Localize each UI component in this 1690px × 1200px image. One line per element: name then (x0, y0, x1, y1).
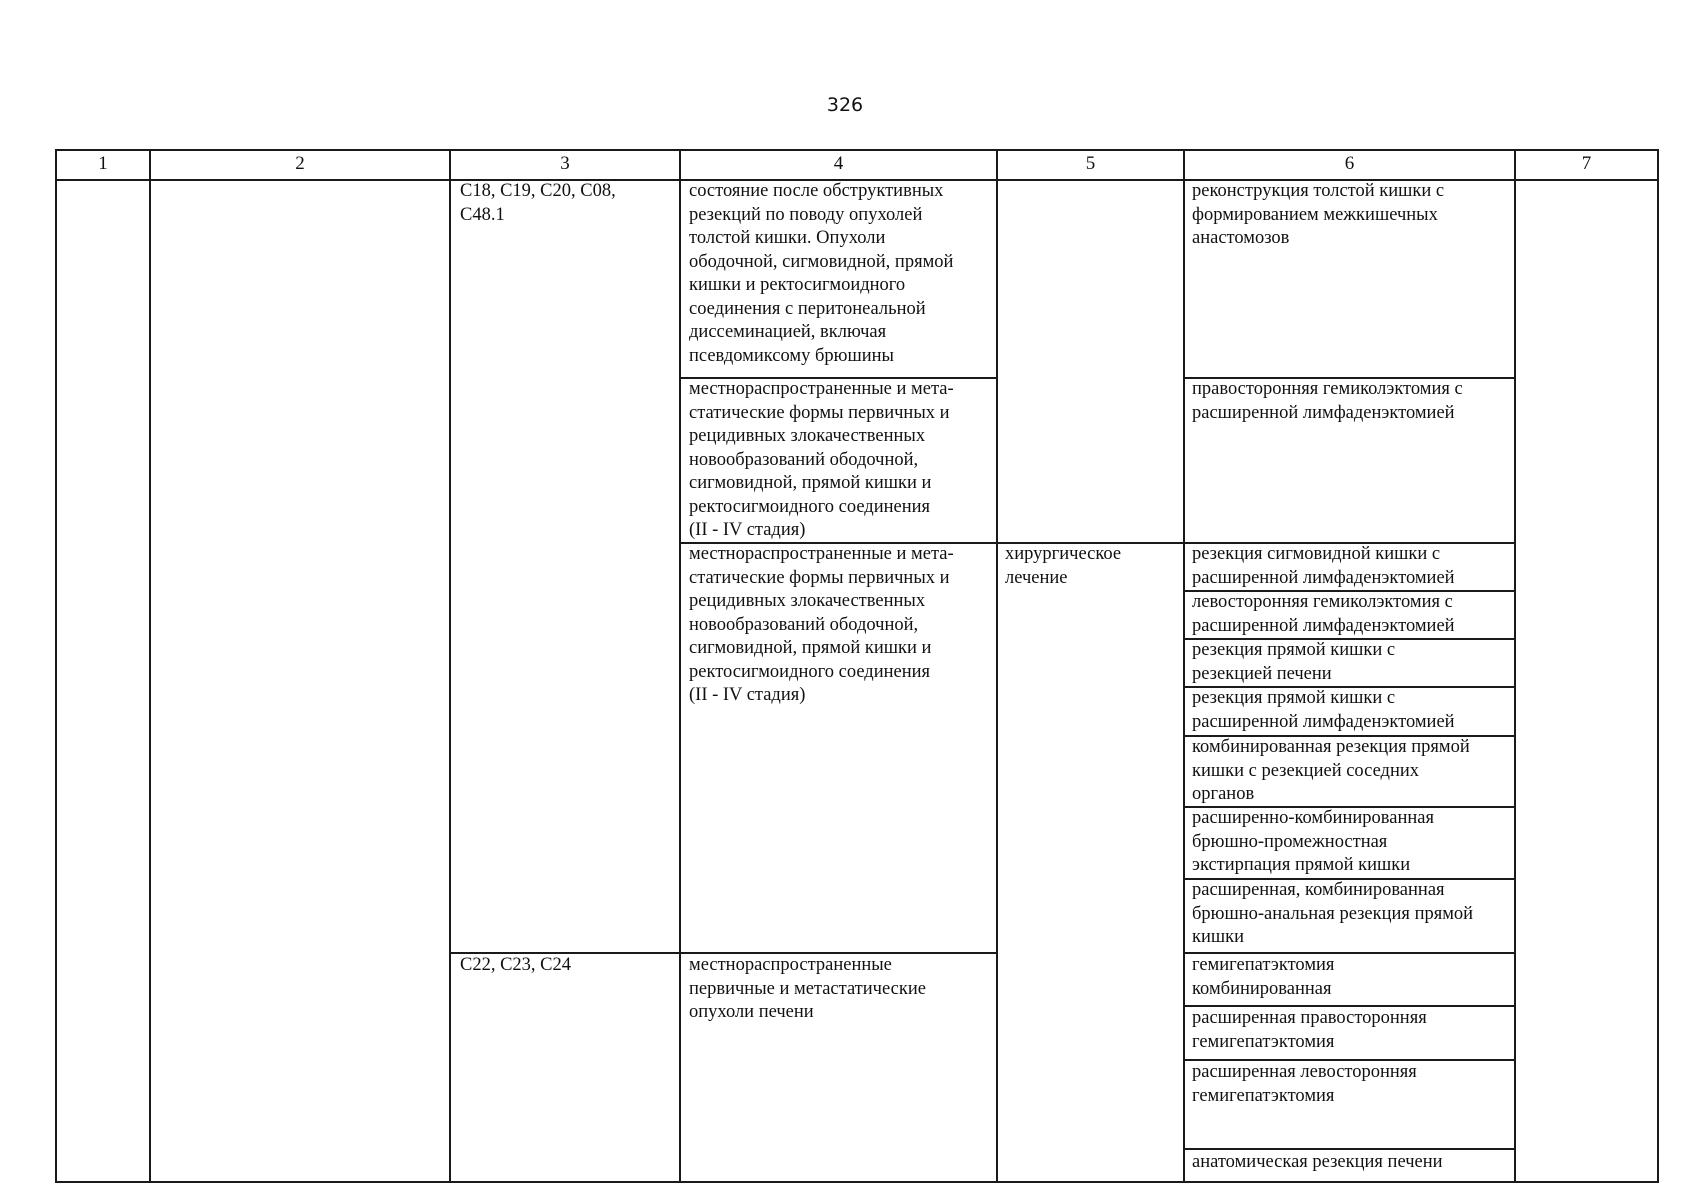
header-col-6: 6 (1344, 153, 1355, 174)
header-col-2: 2 (295, 153, 305, 174)
method-cell: расширенная правосторонняя гемигепатэктомия (1192, 1008, 1427, 1052)
treatment-type: хирургическое лечение (1005, 544, 1122, 588)
method-cell: левосторонняя гемиколэктомия с расширенной лимфаденэктомией (1192, 592, 1455, 636)
header-col-5: 5 (1085, 153, 1096, 174)
col6-divider-12 (1183, 1148, 1516, 1150)
method-cell: расширенная левосторонняя гемигепатэктомия (1192, 1062, 1417, 1106)
icd-codes-colon-rectum: C18, C19, C20, C08, C48.1 (460, 181, 616, 225)
col-line-6 (1514, 149, 1516, 1183)
method-cell: резекция сигмовидной кишки с расширенной лимфаденэктомией (1192, 544, 1455, 588)
diagnosis-cell-2: местнораспространенные и мета- статические формы первичных и рецидивных злокачественных новообразований ободочной, сигмовидной, прямой кишки и ректосигмоидного соединения (II - IV стадия) (689, 379, 954, 540)
method-cell: расширенно-комбинированная брюшно-промежностная экстирпация прямой кишки (1192, 808, 1434, 875)
header-col-4: 4 (833, 153, 844, 174)
method-cell: комбинированная резекция прямой кишки с резекцией соседних органов (1192, 737, 1470, 804)
method-cell: гемигепатэктомия комбинированная (1192, 955, 1335, 999)
header-col-3: 3 (560, 153, 570, 174)
col-line-1 (149, 149, 151, 1183)
col-line-4 (996, 149, 998, 1183)
method-cell: резекция прямой кишки с резекцией печени (1192, 640, 1396, 684)
method-cell: анатомическая резекция печени (1192, 1152, 1443, 1172)
icd-codes-liver: C22, C23, C24 (460, 955, 572, 975)
method-cell: резекция прямой кишки с расширенной лимфаденэктомией (1192, 688, 1455, 732)
header-col-7: 7 (1581, 153, 1592, 174)
header-col-1: 1 (98, 153, 108, 174)
col-line-0 (55, 149, 57, 1183)
diagnosis-cell-3: местнораспространенные и мета- статические формы первичных и рецидивных злокачественных новообразований ободочной, сигмовидной, прямой кишки и ректосигмоидного соединения (II - IV стадия) (689, 544, 954, 705)
diagnosis-cell-1: состояние после обструктивных резекций по поводу опухолей толстой кишки. Опухоли ободочной, сигмовидной, прямой кишки и ректосигмоидного соединения с перитонеальной диссеминацией, включая псевдомиксому брюшины (689, 181, 954, 366)
col-line-2 (449, 149, 451, 1183)
col-line-7 (1657, 149, 1659, 1183)
page-number: 326 (826, 94, 864, 116)
method-cell: расширенная, комбинированная брюшно-анальная резекция прямой кишки (1192, 880, 1474, 947)
method-cell: правосторонняя гемиколэктомия с расширенной лимфаденэктомией (1192, 379, 1463, 423)
table-bottom-border (55, 1181, 1659, 1183)
diagnosis-cell-4: местнораспространенные первичные и метастатические опухоли печени (689, 955, 926, 1022)
method-cell: реконструкция толстой кишки с формированием межкишечных анастомозов (1192, 181, 1445, 248)
col-line-5 (1183, 149, 1185, 1183)
col-line-3 (679, 149, 681, 1183)
